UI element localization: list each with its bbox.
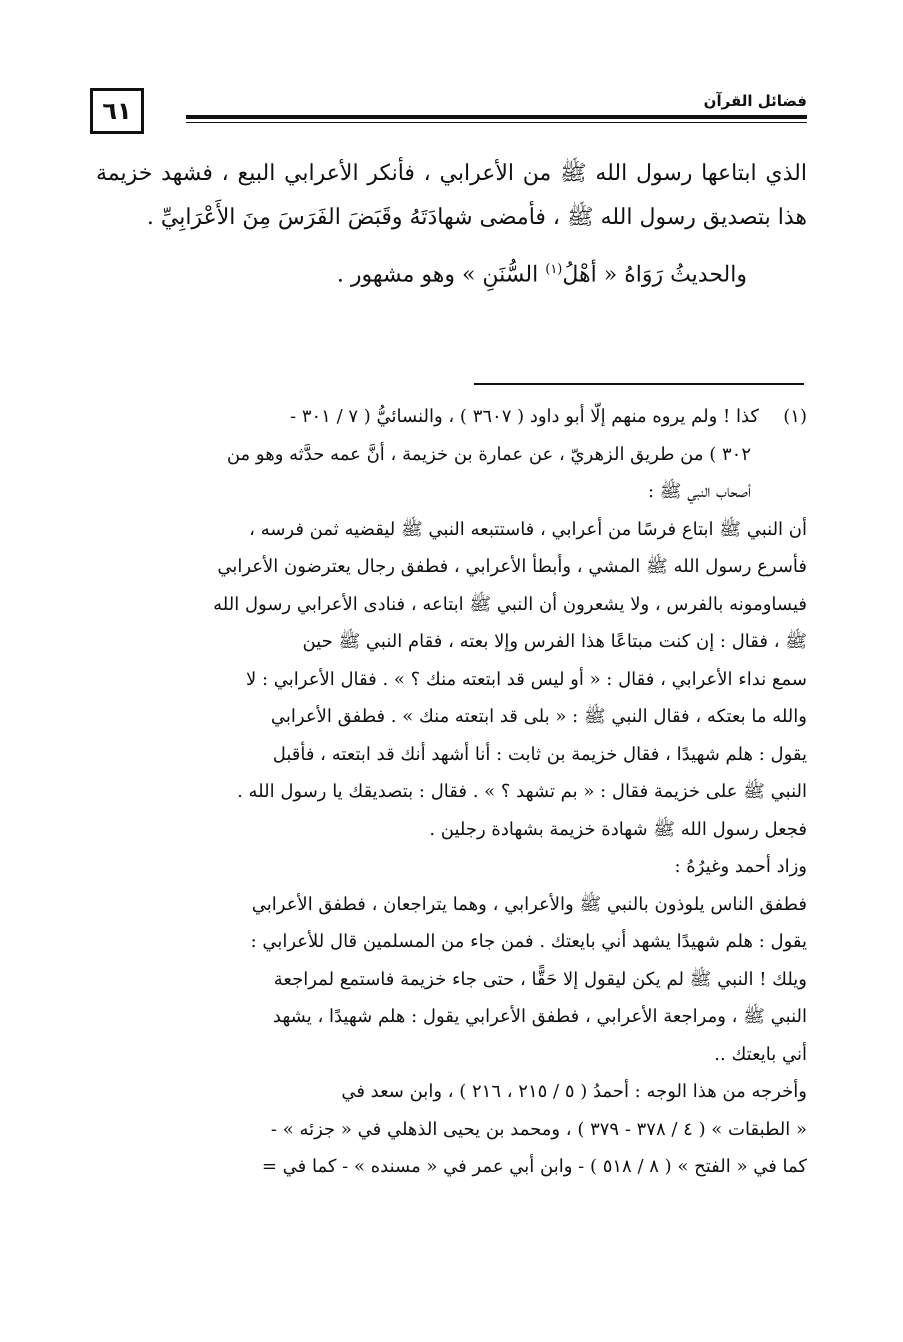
ahmad-line: يقول : هلم شهيدًا يشهد أني بايعتك . فمن جاء من المسلمين قال للأعرابي : <box>250 931 807 952</box>
story-line: سمع نداء الأعرابي ، فقال : « أو ليس قد ابتعته منك ؟ » . فقال الأعرابي : لا <box>246 668 807 690</box>
ahmad-line: النبي ﷺ ، ومراجعة الأعرابي ، فطفق الأعرابي يقول : هلم شهيدًا ، يشهد <box>272 1006 807 1027</box>
story-line: فأسرع رسول الله ﷺ المشي ، وأبطأ الأعرابي ، فطفق رجال يعترضون الأعرابي <box>217 556 807 577</box>
footnote-marker: (١) <box>783 406 807 427</box>
story-line: النبي ﷺ على خزيمة فقال : « بم تشهد ؟ » . فقال : بتصديقك يا رسول الله . <box>237 781 807 802</box>
ahmad-line: فطفق الناس يلوذون بالنبي ﷺ والأعرابي ، وهما يتراجعان ، فطفق الأعرابي <box>251 893 807 915</box>
footnote-reference: (١) <box>545 262 563 277</box>
header-rule <box>186 115 807 119</box>
footnote-line: أصحاب النبي ﷺ : <box>647 481 751 502</box>
footnote-line: ٣٠٢ ) من طريق الزهريّ ، عن عمارة بن خزيمة ، أنَّ عمه حدَّثه وهو من <box>226 443 751 465</box>
story-line: يقول : هلم شهيدًا ، فقال خزيمة بن ثابت : أنا أشهد أنك قد ابتعته ، فأقبل <box>272 743 807 765</box>
ahmad-line: أني بايعتك .. <box>714 1043 807 1065</box>
source-line: « الطبقات » ( ٤ / ٣٧٨ - ٣٧٩ ) ، ومحمد بن يحيى الذهلي في « جزئه » - <box>270 1118 807 1140</box>
footnote-text: كذا ! ولم يروه منهم إلّا أبو داود ( ٣٦٠٧ ) ، والنسائيُّ ( ٧ / ٣٠١ - <box>290 406 759 427</box>
page-number-text: ٦١ <box>102 97 132 125</box>
story-line: ﷺ ، فقال : إن كنت مبتاعًا هذا الفرس وإلا بعته ، فقام النبي ﷺ حين <box>302 631 807 652</box>
source-line: كما في « الفتح » ( ٨ / ٥١٨ ) - وابن أبي عمر في « مسنده » - كما في = <box>261 1156 807 1177</box>
hadith-suffix: السُّنَنِ » وهو مشهور . <box>336 262 539 288</box>
header-rule-thin <box>186 122 807 123</box>
source-line: وأخرجه من هذا الوجه : أحمدُ ( ٥ / ٢١٥ ، ٢١٦ ) ، وابن سعد في <box>341 1081 807 1102</box>
hadith-line <box>96 248 807 297</box>
footnote-line <box>96 398 807 436</box>
hadith-prefix: والحديثُ رَوَاهُ « أهْلُ <box>562 262 747 288</box>
ahmad-line: ويلك ! النبي ﷺ لم يكن ليقول إلا حَقًّا ، حتى جاء خزيمة فاستمع لمراجعة <box>273 968 807 990</box>
main-text <box>96 152 807 297</box>
footnotes <box>96 398 807 1186</box>
story-line: أن النبي ﷺ ابتاع فرسًا من أعرابي ، فاستتبعه النبي ﷺ ليقضيه ثمن فرسه ، <box>249 518 807 540</box>
story-line: والله ما بعتكه ، فقال النبي ﷺ : « بلى قد ابتعته منك » . فطفق الأعرابي <box>270 706 807 727</box>
ahmad-intro: وزاد أحمد وغيرُهُ : <box>674 856 807 877</box>
story-line: فجعل رسول الله ﷺ شهادة خزيمة بشهادة رجلين . <box>429 818 807 840</box>
page-number <box>90 88 144 134</box>
book-title: فضائل القرآن <box>703 92 807 110</box>
footnote-separator <box>474 383 804 385</box>
main-paragraph: الذي ابتاعها رسول الله ﷺ من الأعرابي ، فأنكر الأعرابي البيع ، فشهد خزيمة هذا بتصديق رسول الله ﷺ ، فأمضى شهادَتَهُ وقَبَضَ الفَرَسَ مِنَ الأَعْرَابِيِّ . <box>96 161 807 230</box>
story-line: فيساومونه بالفرس ، ولا يشعرون أن النبي ﷺ ابتاعه ، فنادى الأعرابي رسول الله <box>213 593 807 615</box>
